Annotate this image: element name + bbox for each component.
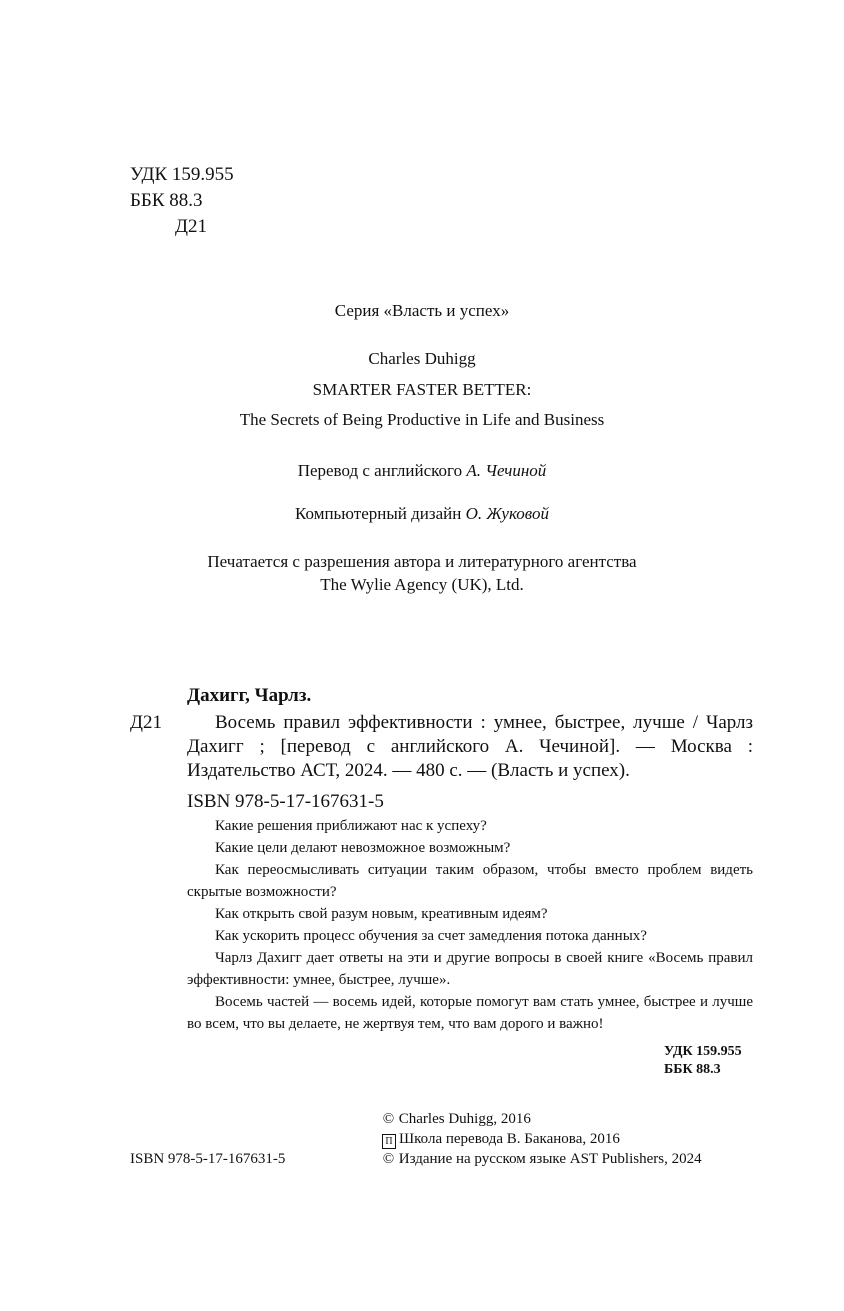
translator-name: А. Чечиной [466,461,547,480]
catalog-mark: Д21 [130,712,162,733]
annotation-paragraph: Чарлз Дахигг дает ответы на эти и другие вопросы в своей книге «Восемь правил эффективности: умнее, быстрее, лучше». [187,950,753,988]
catalog-udk: УДК 159.955 [664,1044,742,1059]
permission-line-2: The Wylie Agency (UK), Ltd. [320,575,524,594]
bbk-code: ББК 88.3 [130,190,203,211]
catalog-bbk: ББК 88.3 [664,1062,721,1077]
permission-line-1: Печатается с разрешения автора и литературного агентства [207,552,637,571]
copyright-line [382,1128,620,1150]
catalog-description: Восемь правил эффективности : умнее, быстрее, лучше / Чарлз Дахигг ; [перевод с английского А. Чечиной]. — Москва : Издательство АСТ, 2024. — 480 с. — (Власть и успех). [187,712,753,781]
annotation-paragraph: Какие цели делают невозможное возможным? [215,840,511,856]
annotation-paragraph: Какие решения приближают нас к успеху? [215,818,487,834]
designer-name: О. Жуковой [465,504,549,523]
catalog-heading: Дахигг, Чарлз. [187,685,312,706]
copyright-line [382,1108,531,1130]
copyright-symbol: © [382,1111,395,1127]
design-credit [0,502,844,525]
series-line: Серия «Власть и успех» [334,301,510,320]
translation-copyright-symbol: П [382,1134,396,1149]
copyright-symbol: © [382,1151,395,1167]
annotation-block [187,815,753,1035]
annotation-paragraph: Как открыть свой разум новым, креативным идеям? [215,906,548,922]
copyright-text: Издание на русском языке AST Publishers, 2024 [398,1151,702,1167]
original-title: SMARTER FASTER BETTER: [312,380,532,399]
annotation-paragraph: Восемь частей — восемь идей, которые помогут вам стать умнее, быстрее и лучше во всем, что вы делаете, не жертвуя тем, что вам дорого и важно! [187,994,753,1032]
annotation-paragraph: Как переосмысливать ситуации таким образом, чтобы вместо проблем видеть скрытые возможности? [187,862,753,900]
catalog-isbn: ISBN 978-5-17-167631-5 [187,791,384,812]
original-subtitle: The Secrets of Being Productive in Life and Business [239,410,605,429]
udk-code: УДК 159.955 [130,164,234,185]
copyright-text: Школа перевода В. Баканова, 2016 [399,1131,620,1147]
annotation-paragraph: Как ускорить процесс обучения за счет замедления потока данных? [215,928,647,944]
copyright-line [382,1148,702,1170]
original-author: Charles Duhigg [368,349,476,368]
author-mark: Д21 [175,216,207,237]
design-prefix: Компьютерный дизайн [295,504,462,523]
copyright-text: Charles Duhigg, 2016 [398,1111,531,1127]
translation-credit [0,459,844,482]
translation-prefix: Перевод с английского [297,461,463,480]
copyright-isbn: ISBN 978-5-17-167631-5 [130,1151,286,1167]
